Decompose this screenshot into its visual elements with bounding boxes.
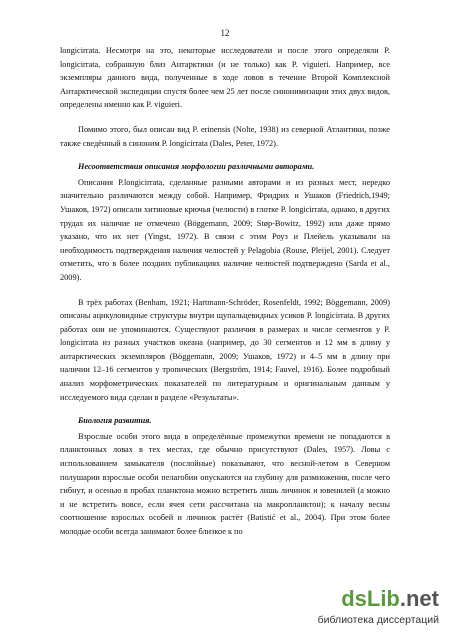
watermark-tagline: библиотека диссертаций xyxy=(317,614,439,626)
page-number: 12 xyxy=(220,28,230,38)
section-heading-morphology: Несоответствия описания морфологии различными авторами. xyxy=(78,162,315,172)
paragraph-3: Описания P.longicirrata, сделанные разными авторами и из разных мест, нередко значительно различаются между собой. Например, Фридрих и Ушаков (Friedrich,1949; Ушаков, 1972) описали хитиновые крючья (челюсти) в глотке P. longicirrata, однако, в других трудах их наличие не отмечено (Böggemann, 2009; Støp-Bowitz, 1992) или даже прямо указано, что их нет (Yingst, 1972). В связи с этим Роуз и Плейель указывали на необходимость подтверждения наличия челюстей у Pelagobia (Rouse, Pleijel, 2001). Следует отметить, что в более поздних публикациях наличие челюстей подтверждено (Sarda et al., 2009). xyxy=(60,177,390,282)
paragraph-5: Взрослые особи этого вида в определённые промежутки времени не попадаются в планктонных ловах в тех местах, где обычно присутствуют (Dales, 1957). Ловы с использованием замыкателя (послойные) показывают, что весной-летом в Северном полушарии взрослые особи пелагобии опускаются на глубину для размножения, после чего гибнут, и осенью в пробах планктона можно встретить лишь личинок и ювенилей (а можно и не встретить вовсе, если ячея сети рассчитана на макропланктон); к началу весны соотношение взрослых особей и личинок растёт (Batistić et al., 2004). При этом более молодые особи всегда занимают более близкое к по xyxy=(60,431,390,536)
site-watermark xyxy=(300,584,445,630)
watermark-logo xyxy=(341,586,439,612)
paragraph-1: longicirrata. Несмотря на это, некоторые исследователи и после этого определяли P. longicirrata, собранную близ Антарктики (и не только) как P. viguieri. Например, все экземпляры данного вида, полученные в ходе ловов в течение Второй Комплексной Антарктической экспедиции спустя более чем 25 лет после синонимизации этих двух видов, определены именно как P. viguieri. xyxy=(60,46,390,110)
watermark-brand-part2: .net xyxy=(399,586,439,611)
paragraph-2: Помимо этого, был описан вид P. erinensis (Nolte, 1938) из северной Атлантики, позже также сведённый в синоним P. longicirrata (Dales, Peter, 1972). xyxy=(60,124,390,148)
document-body xyxy=(60,44,390,539)
section-heading-biology: Биология развития. xyxy=(78,416,152,426)
watermark-brand-part1: dsLib xyxy=(341,586,400,611)
paragraph-4: В трёх работах (Benham, 1921; Hartmann-Schröder, Rosenfeldt, 1992; Böggemann, 2009) описаны ацикуловидные структуры внутри щупальцевидных усиков P. longicirrata. В других работах они не упоминаются. Существуют различия в размерах и числе сегментов у P. longicirrata из разных участков океана (например, до 30 сегментов и 12 мм в длину у антарктических экземпляров (Böggemann, 2009; Ушаков, 1972) и 4–5 мм в длину при наличии 12–16 сегментов у тропических (Bergström, 1914; Fauvel, 1916). Более подробный анализ морфометрических показателей по литературным и оригинальным данным у исследуемого вида сделан в разделе «Результаты». xyxy=(60,297,390,402)
